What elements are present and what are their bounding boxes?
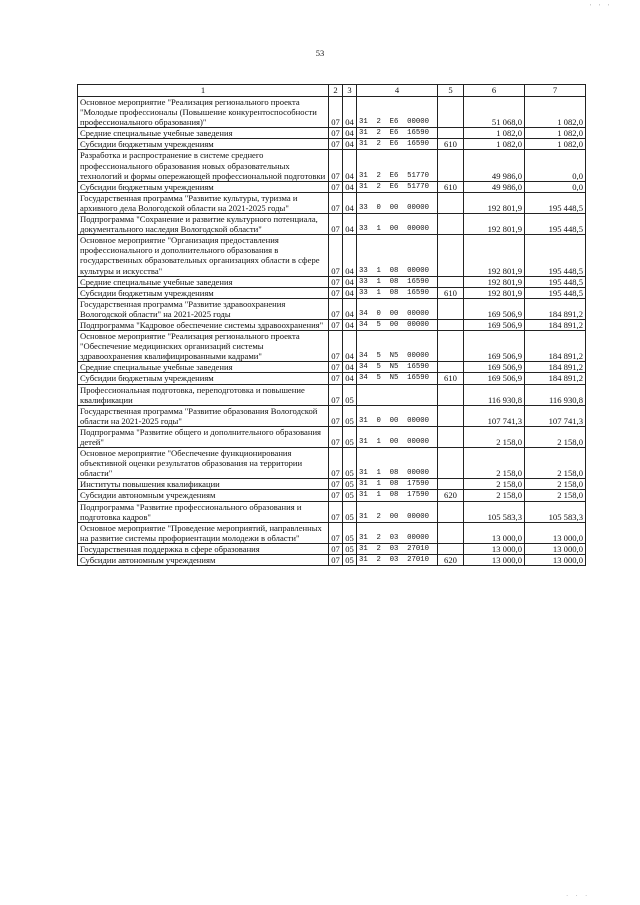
row-name-cell: Государственная программа "Развитие культуры, туризма и архивного дела Вологодской области на 2021-2025 годы" bbox=[78, 192, 329, 213]
amount-2022-cell: 195 448,5 bbox=[525, 192, 586, 213]
row-name-cell: Субсидии бюджетным учреждениям bbox=[78, 181, 329, 192]
table-row bbox=[78, 287, 586, 298]
amount-2021-cell: 105 583,3 bbox=[464, 501, 525, 522]
target-article-cell: 34 5 N5 00000 bbox=[357, 331, 438, 362]
amount-2021-cell: 49 986,0 bbox=[464, 150, 525, 181]
section-code-cell: 07 bbox=[329, 139, 343, 150]
table-row bbox=[78, 331, 586, 362]
table-row bbox=[78, 555, 586, 566]
target-article-cell: 31 2 00 00000 bbox=[357, 501, 438, 522]
subsection-code-cell: 04 bbox=[343, 235, 357, 276]
subsection-code-cell: 04 bbox=[343, 214, 357, 235]
expense-type-cell: 620 bbox=[438, 555, 464, 566]
subsection-code-cell: 04 bbox=[343, 128, 357, 139]
section-code-cell: 07 bbox=[329, 150, 343, 181]
table-row bbox=[78, 298, 586, 319]
row-name-cell: Подпрограмма "Развитие профессионального образования и подготовка кадров" bbox=[78, 501, 329, 522]
table-row bbox=[78, 362, 586, 373]
expense-type-cell bbox=[438, 128, 464, 139]
row-name-cell: Субсидии бюджетным учреждениям bbox=[78, 373, 329, 384]
amount-2021-cell: 169 506,9 bbox=[464, 331, 525, 362]
expense-type-cell bbox=[438, 192, 464, 213]
scan-mark-bottom: . . . bbox=[566, 890, 590, 898]
subsection-code-cell: 04 bbox=[343, 181, 357, 192]
section-code-cell: 07 bbox=[329, 235, 343, 276]
section-code-cell: 07 bbox=[329, 362, 343, 373]
expense-type-cell: 610 bbox=[438, 287, 464, 298]
row-name-cell: Субсидии бюджетным учреждениям bbox=[78, 139, 329, 150]
section-code-cell: 07 bbox=[329, 214, 343, 235]
col-header: 5 bbox=[438, 85, 464, 97]
row-name-cell: Средние специальные учебные заведения bbox=[78, 276, 329, 287]
table-row bbox=[78, 139, 586, 150]
table-row bbox=[78, 150, 586, 181]
amount-2022-cell: 195 448,5 bbox=[525, 235, 586, 276]
row-name-cell: Профессиональная подготовка, переподготовка и повышение квалификации bbox=[78, 384, 329, 405]
row-name-cell: Основное мероприятие "Проведение мероприятий, направленных на развитие системы профориентации молодежи в области" bbox=[78, 522, 329, 543]
amount-2022-cell: 1 082,0 bbox=[525, 97, 586, 128]
amount-2021-cell: 2 158,0 bbox=[464, 448, 525, 479]
subsection-code-cell: 04 bbox=[343, 319, 357, 330]
amount-2021-cell: 2 158,0 bbox=[464, 490, 525, 501]
subsection-code-cell: 04 bbox=[343, 150, 357, 181]
amount-2022-cell: 105 583,3 bbox=[525, 501, 586, 522]
table-row bbox=[78, 97, 586, 128]
subsection-code-cell: 04 bbox=[343, 287, 357, 298]
target-article-cell: 31 1 00 00000 bbox=[357, 426, 438, 447]
expense-type-cell bbox=[438, 448, 464, 479]
section-code-cell: 07 bbox=[329, 181, 343, 192]
section-code-cell: 07 bbox=[329, 287, 343, 298]
col-header: 6 bbox=[464, 85, 525, 97]
expense-type-cell bbox=[438, 384, 464, 405]
amount-2022-cell: 2 158,0 bbox=[525, 426, 586, 447]
section-code-cell: 07 bbox=[329, 522, 343, 543]
table-row bbox=[78, 214, 586, 235]
section-code-cell: 07 bbox=[329, 192, 343, 213]
target-article-cell: 31 2 Е6 16590 bbox=[357, 139, 438, 150]
expense-type-cell bbox=[438, 319, 464, 330]
subsection-code-cell: 04 bbox=[343, 276, 357, 287]
amount-2021-cell: 169 506,9 bbox=[464, 362, 525, 373]
section-code-cell: 07 bbox=[329, 405, 343, 426]
expense-type-cell bbox=[438, 501, 464, 522]
target-article-cell: 34 5 N5 16590 bbox=[357, 373, 438, 384]
amount-2022-cell: 2 158,0 bbox=[525, 479, 586, 490]
target-article-cell: 33 0 00 00000 bbox=[357, 192, 438, 213]
subsection-code-cell: 04 bbox=[343, 331, 357, 362]
expense-type-cell bbox=[438, 362, 464, 373]
col-header: 2 bbox=[329, 85, 343, 97]
scan-mark-top: ' ' ' bbox=[589, 3, 612, 11]
amount-2021-cell: 1 082,0 bbox=[464, 128, 525, 139]
section-code-cell: 07 bbox=[329, 479, 343, 490]
expense-type-cell bbox=[438, 150, 464, 181]
amount-2022-cell: 184 891,2 bbox=[525, 331, 586, 362]
amount-2022-cell: 2 158,0 bbox=[525, 490, 586, 501]
target-article-cell bbox=[357, 384, 438, 405]
expense-type-cell bbox=[438, 479, 464, 490]
amount-2021-cell: 51 068,0 bbox=[464, 97, 525, 128]
target-article-cell: 31 1 08 17590 bbox=[357, 479, 438, 490]
amount-2021-cell: 192 801,9 bbox=[464, 192, 525, 213]
expense-type-cell bbox=[438, 97, 464, 128]
amount-2022-cell: 116 930,8 bbox=[525, 384, 586, 405]
table-row bbox=[78, 522, 586, 543]
section-code-cell: 07 bbox=[329, 384, 343, 405]
section-code-cell: 07 bbox=[329, 319, 343, 330]
amount-2022-cell: 13 000,0 bbox=[525, 543, 586, 554]
amount-2022-cell: 107 741,3 bbox=[525, 405, 586, 426]
section-code-cell: 07 bbox=[329, 97, 343, 128]
section-code-cell: 07 bbox=[329, 128, 343, 139]
amount-2021-cell: 107 741,3 bbox=[464, 405, 525, 426]
expense-type-cell bbox=[438, 426, 464, 447]
amount-2021-cell: 192 801,9 bbox=[464, 287, 525, 298]
row-name-cell: Подпрограмма "Развитие общего и дополнительного образования детей" bbox=[78, 426, 329, 447]
subsection-code-cell: 05 bbox=[343, 405, 357, 426]
target-article-cell: 34 5 00 00000 bbox=[357, 319, 438, 330]
amount-2022-cell: 13 000,0 bbox=[525, 555, 586, 566]
section-code-cell: 07 bbox=[329, 543, 343, 554]
subsection-code-cell: 04 bbox=[343, 362, 357, 373]
table-row bbox=[78, 543, 586, 554]
section-code-cell: 07 bbox=[329, 426, 343, 447]
page-number: 53 bbox=[315, 48, 325, 58]
col-header: 3 bbox=[343, 85, 357, 97]
table-row bbox=[78, 319, 586, 330]
section-code-cell: 07 bbox=[329, 448, 343, 479]
table-row bbox=[78, 490, 586, 501]
amount-2021-cell: 1 082,0 bbox=[464, 139, 525, 150]
amount-2021-cell: 116 930,8 bbox=[464, 384, 525, 405]
expense-type-cell bbox=[438, 276, 464, 287]
expense-type-cell: 610 bbox=[438, 373, 464, 384]
target-article-cell: 31 2 Е6 16590 bbox=[357, 128, 438, 139]
amount-2021-cell: 192 801,9 bbox=[464, 276, 525, 287]
amount-2021-cell: 49 986,0 bbox=[464, 181, 525, 192]
table-row bbox=[78, 501, 586, 522]
section-code-cell: 07 bbox=[329, 373, 343, 384]
table-row bbox=[78, 192, 586, 213]
expense-type-cell bbox=[438, 214, 464, 235]
header-row bbox=[78, 85, 586, 97]
expense-type-cell: 610 bbox=[438, 181, 464, 192]
subsection-code-cell: 05 bbox=[343, 522, 357, 543]
amount-2021-cell: 13 000,0 bbox=[464, 543, 525, 554]
target-article-cell: 33 1 08 00000 bbox=[357, 235, 438, 276]
amount-2021-cell: 169 506,9 bbox=[464, 373, 525, 384]
row-name-cell: Основное мероприятие "Организация предоставления профессионального и дополнительного образования в государственных образовательных организациях области в сфере культуры и искусства" bbox=[78, 235, 329, 276]
target-article-cell: 31 2 03 27010 bbox=[357, 543, 438, 554]
amount-2022-cell: 195 448,5 bbox=[525, 276, 586, 287]
amount-2021-cell: 169 506,9 bbox=[464, 298, 525, 319]
target-article-cell: 31 0 00 00000 bbox=[357, 405, 438, 426]
target-article-cell: 31 2 Е6 00000 bbox=[357, 97, 438, 128]
subsection-code-cell: 04 bbox=[343, 373, 357, 384]
table-row bbox=[78, 373, 586, 384]
row-name-cell: Государственная программа "Развитие образования Вологодской области на 2021-2025 годы" bbox=[78, 405, 329, 426]
amount-2021-cell: 192 801,9 bbox=[464, 214, 525, 235]
amount-2022-cell: 1 082,0 bbox=[525, 128, 586, 139]
amount-2021-cell: 2 158,0 bbox=[464, 426, 525, 447]
amount-2022-cell: 184 891,2 bbox=[525, 373, 586, 384]
table-row bbox=[78, 384, 586, 405]
target-article-cell: 31 2 03 27010 bbox=[357, 555, 438, 566]
table-row bbox=[78, 479, 586, 490]
row-name-cell: Основное мероприятие "Обеспечение функционирования объективной оценки результатов образования на территории области" bbox=[78, 448, 329, 479]
row-name-cell: Государственная поддержка в сфере образования bbox=[78, 543, 329, 554]
expense-type-cell bbox=[438, 235, 464, 276]
target-article-cell: 34 5 N5 16590 bbox=[357, 362, 438, 373]
target-article-cell: 33 1 00 00000 bbox=[357, 214, 438, 235]
amount-2021-cell: 13 000,0 bbox=[464, 522, 525, 543]
row-name-cell: Субсидии автономным учреждениям bbox=[78, 490, 329, 501]
table-row bbox=[78, 128, 586, 139]
target-article-cell: 31 2 Е6 51770 bbox=[357, 181, 438, 192]
section-code-cell: 07 bbox=[329, 555, 343, 566]
row-name-cell: Подпрограмма "Сохранение и развитие культурного потенциала, документального наследия Вологодской области" bbox=[78, 214, 329, 235]
amount-2022-cell: 184 891,2 bbox=[525, 298, 586, 319]
amount-2022-cell: 184 891,2 bbox=[525, 319, 586, 330]
table-row bbox=[78, 235, 586, 276]
amount-2021-cell: 2 158,0 bbox=[464, 479, 525, 490]
subsection-code-cell: 04 bbox=[343, 298, 357, 319]
amount-2022-cell: 0,0 bbox=[525, 150, 586, 181]
table-row bbox=[78, 448, 586, 479]
row-name-cell: Институты повышения квалификации bbox=[78, 479, 329, 490]
expense-type-cell bbox=[438, 405, 464, 426]
subsection-code-cell: 05 bbox=[343, 555, 357, 566]
section-code-cell: 07 bbox=[329, 298, 343, 319]
subsection-code-cell: 04 bbox=[343, 192, 357, 213]
expense-type-cell bbox=[438, 298, 464, 319]
amount-2022-cell: 0,0 bbox=[525, 181, 586, 192]
row-name-cell: Государственная программа "Развитие здравоохранения Вологодской области" на 2021-2025 годы bbox=[78, 298, 329, 319]
col-header: 1 bbox=[78, 85, 329, 97]
amount-2022-cell: 195 448,5 bbox=[525, 214, 586, 235]
amount-2022-cell: 2 158,0 bbox=[525, 448, 586, 479]
expense-type-cell: 620 bbox=[438, 490, 464, 501]
subsection-code-cell: 05 bbox=[343, 501, 357, 522]
amount-2021-cell: 192 801,9 bbox=[464, 235, 525, 276]
expense-type-cell bbox=[438, 331, 464, 362]
budget-table bbox=[77, 84, 586, 566]
table-row bbox=[78, 181, 586, 192]
row-name-cell: Средние специальные учебные заведения bbox=[78, 128, 329, 139]
col-header: 7 bbox=[525, 85, 586, 97]
row-name-cell: Средние специальные учебные заведения bbox=[78, 362, 329, 373]
amount-2021-cell: 13 000,0 bbox=[464, 555, 525, 566]
subsection-code-cell: 04 bbox=[343, 97, 357, 128]
target-article-cell: 33 1 08 16590 bbox=[357, 287, 438, 298]
table-row bbox=[78, 276, 586, 287]
subsection-code-cell: 05 bbox=[343, 426, 357, 447]
amount-2021-cell: 169 506,9 bbox=[464, 319, 525, 330]
subsection-code-cell: 05 bbox=[343, 543, 357, 554]
target-article-cell: 31 2 03 00000 bbox=[357, 522, 438, 543]
target-article-cell: 31 1 08 00000 bbox=[357, 448, 438, 479]
subsection-code-cell: 05 bbox=[343, 384, 357, 405]
subsection-code-cell: 05 bbox=[343, 448, 357, 479]
table-row bbox=[78, 426, 586, 447]
target-article-cell: 31 2 Е6 51770 bbox=[357, 150, 438, 181]
table-row bbox=[78, 405, 586, 426]
amount-2022-cell: 1 082,0 bbox=[525, 139, 586, 150]
row-name-cell: Разработка и распространение в системе среднего профессионального образования новых образовательных технологий и формы опережающей профессиональной подготовки bbox=[78, 150, 329, 181]
expense-type-cell: 610 bbox=[438, 139, 464, 150]
row-name-cell: Основное мероприятие "Реализация регионального проекта "Молодые профессионалы (Повышение конкурентоспособности профессионального образования)" bbox=[78, 97, 329, 128]
amount-2022-cell: 184 891,2 bbox=[525, 362, 586, 373]
col-header: 4 bbox=[357, 85, 438, 97]
row-name-cell: Подпрограмма "Кадровое обеспечение системы здравоохранения" bbox=[78, 319, 329, 330]
expense-type-cell bbox=[438, 543, 464, 554]
amount-2022-cell: 13 000,0 bbox=[525, 522, 586, 543]
amount-2022-cell: 195 448,5 bbox=[525, 287, 586, 298]
subsection-code-cell: 05 bbox=[343, 490, 357, 501]
section-code-cell: 07 bbox=[329, 490, 343, 501]
section-code-cell: 07 bbox=[329, 331, 343, 362]
expense-type-cell bbox=[438, 522, 464, 543]
target-article-cell: 33 1 08 16590 bbox=[357, 276, 438, 287]
row-name-cell: Субсидии автономным учреждениям bbox=[78, 555, 329, 566]
target-article-cell: 31 1 08 17590 bbox=[357, 490, 438, 501]
row-name-cell: Основное мероприятие "Реализация регионального проекта "Обеспечение медицинских организаций системы здравоохранения квалифицированными кадрами" bbox=[78, 331, 329, 362]
row-name-cell: Субсидии бюджетным учреждениям bbox=[78, 287, 329, 298]
subsection-code-cell: 04 bbox=[343, 139, 357, 150]
subsection-code-cell: 05 bbox=[343, 479, 357, 490]
section-code-cell: 07 bbox=[329, 276, 343, 287]
section-code-cell: 07 bbox=[329, 501, 343, 522]
target-article-cell: 34 0 00 00000 bbox=[357, 298, 438, 319]
